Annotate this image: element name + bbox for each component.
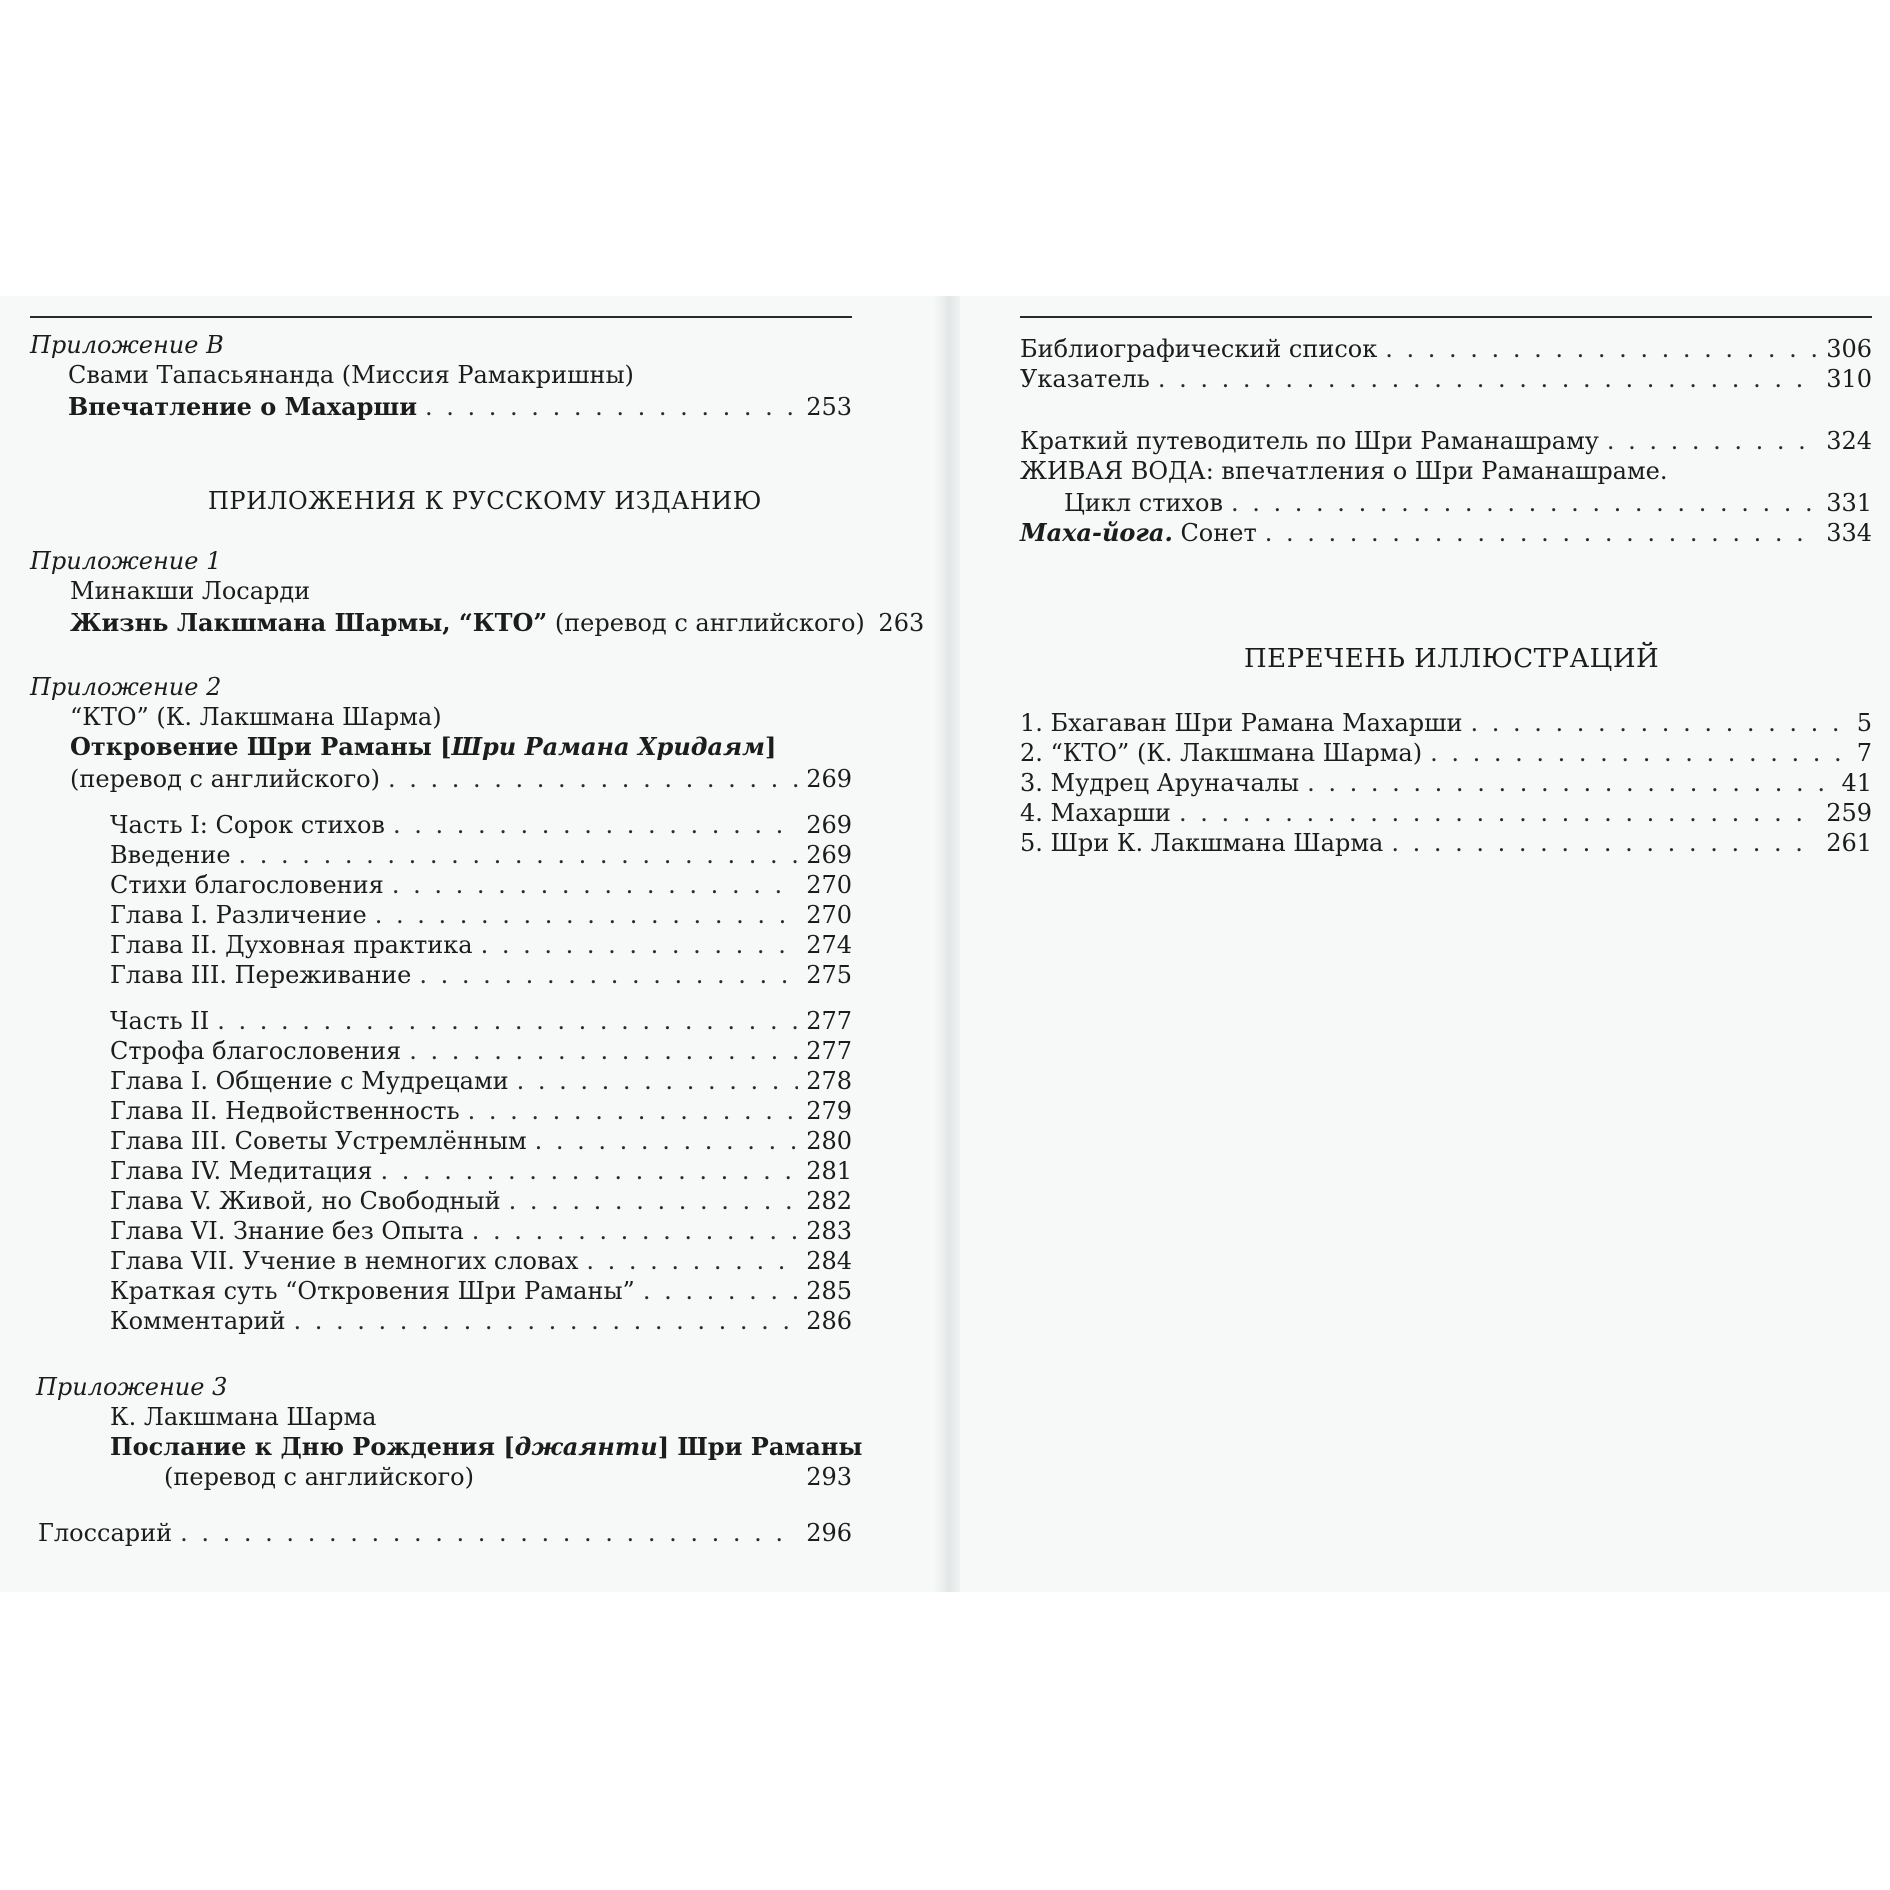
toc-entry[interactable] [110,900,852,930]
appendix-2-author: “КТО” (К. Лакшмана Шарма) [70,703,442,731]
dot-leader [1231,488,1818,518]
appendix-b-label: Приложение В [30,331,224,359]
toc-entry-title: 1. Бхагаван Шри Рамана Махарши [1020,709,1463,737]
toc-entry-title: Строфа благословения [110,1037,402,1065]
toc-entry-note: (перевод с английского) [547,609,865,637]
toc-entry-title: 2. “КТО” (К. Лакшмана Шарма) [1020,739,1423,767]
dot-leader [1391,828,1818,858]
dot-leader [294,1306,799,1336]
toc-entry[interactable] [110,1306,852,1336]
illustration-entry[interactable] [1020,798,1872,828]
toc-entry-title: Введение [110,841,231,869]
dot-leader [1265,518,1818,548]
dot-leader [468,1096,799,1126]
toc-entry-page: 41 [1841,769,1872,797]
toc-entry-note: (перевод с английского) [164,1463,474,1491]
title-italic-part: Маха-йога. [1020,518,1173,547]
appendix-1-label: Приложение 1 [30,547,222,575]
toc-entry-title: Глава IV. Медитация [110,1157,373,1185]
toc-entry-appendix-b[interactable] [68,392,852,422]
toc-entry-title: Краткий путеводитель по Шри Раманашраму [1020,427,1599,455]
illustration-entry[interactable] [1020,828,1872,858]
title-italic-part: джаянти [514,1432,658,1461]
dot-leader [472,1216,798,1246]
toc-entry-title: Глава II. Недвойственность [110,1097,460,1125]
toc-entry-page: 285 [806,1277,852,1305]
toc-entry-title: Библиографический список [1020,335,1378,363]
toc-entry[interactable] [110,1126,852,1156]
dot-leader [509,1186,799,1216]
toc-entry-page: 5 [1856,709,1872,737]
dot-leader [217,1006,798,1036]
dot-leader [380,1156,798,1186]
toc-entry-page: 261 [1826,829,1872,857]
illustrations-heading: ПЕРЕЧЕНЬ ИЛЛЮСТРАЦИЙ [1244,644,1660,674]
dot-leader [1179,798,1818,828]
toc-entry-title: Стихи благословения [110,871,384,899]
toc-entry-page: 278 [806,1067,852,1095]
toc-entry-page: 274 [806,931,852,959]
toc-entry-title: Указатель [1020,365,1150,393]
toc-entry[interactable] [110,1246,852,1276]
toc-entry-title: Жизнь Лакшмана Шармы, “КТО” [70,608,548,637]
appendix-1-author: Минакши Лосарди [70,577,311,605]
toc-entry[interactable] [110,960,852,990]
toc-entry[interactable] [110,1036,852,1066]
toc-entry-title: Глава III. Советы Устремлённым [110,1127,527,1155]
toc-entry-page: 275 [806,961,852,989]
living-water-title: ЖИВАЯ ВОДА: впечатления о Шри Раманашраме. [1020,457,1668,485]
toc-entry-title: Глава VII. Учение в немногих словах [110,1247,579,1275]
toc-entry-page: 269 [806,841,852,869]
dot-leader [1307,768,1833,798]
toc-entry-title: 3. Мудрец Аруначалы [1020,769,1300,797]
toc-entry-title: Глава II. Духовная практика [110,931,473,959]
appendix-3-label: Приложение 3 [36,1373,228,1401]
toc-entry-title: Впечатление о Махарши [68,392,418,421]
dot-leader [1385,334,1818,364]
top-rule [1020,316,1872,318]
title-part: Послание к Дню Рождения [ [110,1432,515,1461]
dot-leader [409,1036,798,1066]
toc-entry-page: 270 [806,901,852,929]
toc-entry[interactable] [110,1006,852,1036]
toc-entry-page: 7 [1856,739,1872,767]
toc-entry[interactable] [110,930,852,960]
dot-leader [1430,738,1849,768]
toc-entry-page: 324 [1826,427,1872,455]
dot-leader [239,840,799,870]
toc-entry-appendix-1[interactable] [70,608,924,638]
left-page [0,296,934,1592]
toc-entry-page: 259 [1826,799,1872,827]
toc-entry-title: Часть II [110,1007,210,1035]
toc-entry[interactable] [1020,334,1872,364]
toc-entry[interactable] [110,810,852,840]
illustration-entry[interactable] [1020,738,1872,768]
book-spread [0,296,1890,1592]
appendix-2-title [70,732,776,762]
toc-entry-title: Краткая суть “Откровения Шри Раманы” [110,1277,635,1305]
toc-entry-title: Часть I: Сорок стихов [110,811,385,839]
toc-entry-title: Глава I. Общение с Мудрецами [110,1067,509,1095]
dot-leader [1470,708,1848,738]
dot-leader [388,764,798,794]
appendix-b-author: Свами Тапасьянанда (Миссия Рамакришны) [68,361,634,389]
dot-leader [375,900,799,930]
toc-entry-title: Глава VI. Знание без Опыта [110,1217,464,1245]
dot-leader [425,392,798,422]
illustration-entry[interactable] [1020,708,1872,738]
dot-leader [481,930,799,960]
toc-entry[interactable] [110,1066,852,1096]
toc-entry[interactable] [110,1216,852,1246]
toc-entry-page: 334 [1826,519,1872,547]
toc-entry-appendix-3[interactable] [164,1462,852,1492]
toc-entry-page: 286 [806,1307,852,1335]
dot-leader [393,810,798,840]
toc-entry-guide[interactable] [1020,426,1872,456]
toc-entry-page: 296 [806,1519,852,1547]
appendix-3-title [110,1432,862,1462]
dot-leader [1607,426,1818,456]
toc-entry-page: 306 [1826,335,1872,363]
toc-entry-title: 5. Шри К. Лакшмана Шарма [1020,829,1384,857]
title-italic-part: Шри Рамана Хридаям [451,732,765,761]
toc-entry-page: 281 [806,1157,852,1185]
dot-leader [586,1246,798,1276]
toc-entry[interactable] [110,1186,852,1216]
toc-entry-title: Глава III. Переживание [110,961,412,989]
toc-entry-title: 4. Махарши [1020,799,1171,827]
toc-entry-page: 263 [878,609,925,637]
russian-edition-heading: ПРИЛОЖЕНИЯ К РУССКОМУ ИЗДАНИЮ [208,487,762,515]
toc-entry-appendix-2[interactable] [70,764,852,794]
toc-entry-note: (перевод с английского) [70,765,380,793]
toc-entry-page: 331 [1826,489,1872,517]
toc-entry-page: 253 [806,393,852,421]
toc-entry-title: Глава I. Различение [110,901,367,929]
toc-entry-title: Глава V. Живой, но Свободный [110,1187,501,1215]
toc-entry-page: 277 [806,1037,852,1065]
toc-entry[interactable] [110,870,852,900]
toc-entry-title: Цикл стихов [1064,489,1224,517]
book-gutter [934,296,960,1592]
toc-entry-page: 282 [806,1187,852,1215]
toc-entry-title: Комментарий [110,1307,286,1335]
toc-entry-page: 293 [806,1463,852,1491]
appendix-2-label: Приложение 2 [30,673,222,701]
toc-entry-title [1020,518,1257,548]
toc-entry-page: 279 [806,1097,852,1125]
dot-leader [180,1518,798,1548]
toc-entry-page: 283 [806,1217,852,1245]
title-part: ] [764,732,777,761]
toc-entry-living-water[interactable] [1064,488,1872,518]
dot-leader [643,1276,798,1306]
toc-entry-page: 270 [806,871,852,899]
toc-entry-title: Глоссарий [38,1519,173,1547]
dot-leader [517,1066,799,1096]
dot-leader [1158,364,1818,394]
toc-entry[interactable] [110,1276,852,1306]
title-part: Откровение Шри Раманы [ [70,732,452,761]
toc-entry-maha-yoga[interactable] [1020,518,1872,548]
appendix-3-author: К. Лакшмана Шарма [110,1403,377,1431]
toc-entry-page: 280 [806,1127,852,1155]
illustration-entry[interactable] [1020,768,1872,798]
toc-entry[interactable] [1020,364,1872,394]
toc-entry-page: 269 [806,765,852,793]
toc-entry-page: 269 [806,811,852,839]
toc-entry-glossary[interactable] [38,1518,852,1548]
dot-leader [392,870,798,900]
toc-entry-page: 310 [1826,365,1872,393]
dot-leader [419,960,798,990]
toc-entry-page: 284 [806,1247,852,1275]
toc-entry-page: 277 [806,1007,852,1035]
toc-entry[interactable] [110,840,852,870]
toc-entry[interactable] [110,1096,852,1126]
top-rule [30,316,852,318]
title-part: ] Шри Раманы [657,1432,863,1461]
dot-leader [535,1126,799,1156]
toc-entry[interactable] [110,1156,852,1186]
title-part: Сонет [1172,519,1257,547]
right-page [960,296,1890,1592]
